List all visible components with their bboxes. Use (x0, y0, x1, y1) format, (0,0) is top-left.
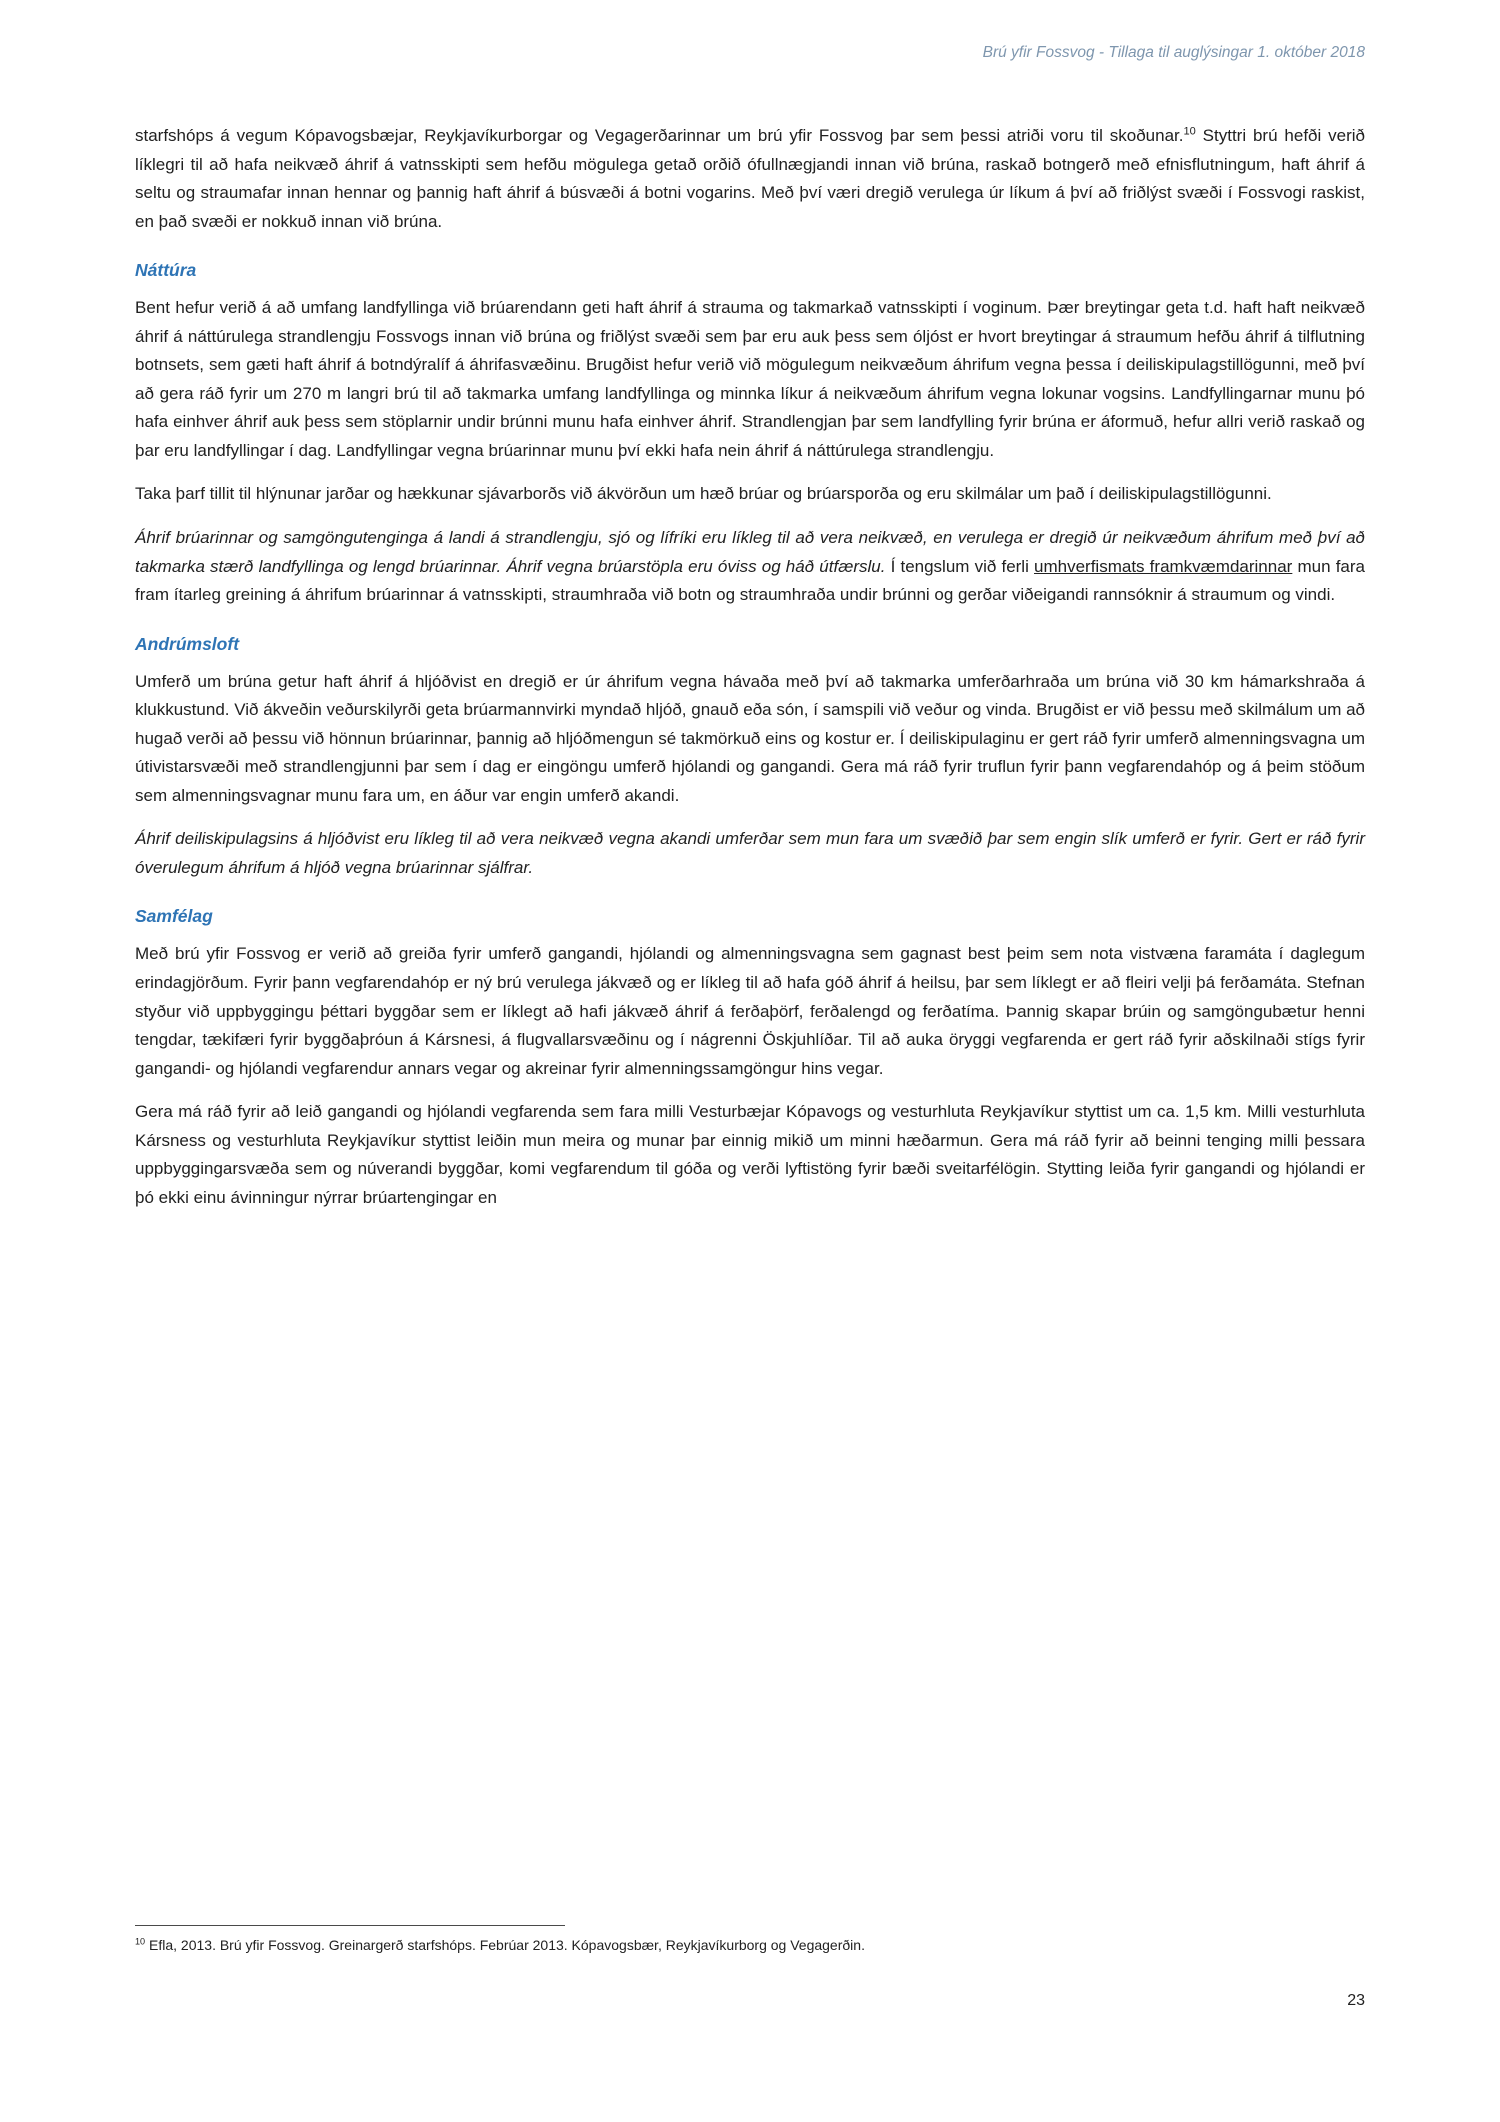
footnote (135, 1935, 1365, 1956)
footnote-number: 10 (135, 1936, 146, 1947)
footnote-area (135, 1925, 1365, 1956)
text-run: mun fara fram ítarleg greining á áhrifum brúarinnar á vatnsskipti, straumhraða við botn og straumhraða undir brúnni og gerðar viðeigandi rannsóknir á straumum og vindi. (135, 556, 1366, 605)
paragraph-nattura-1: Bent hefur verið á að umfang landfyllinga við brúarendann geti haft áhrif á strauma og takmarkað vatnsskipti í voginum. Þær breytingar geta t.d. haft haft neikvæð áhrif á náttúrulega strandlengju Fossvogs innan við brúna og friðlýst svæði sem þar eru auk þess sem óljóst er hvort breytingar á straumum hefðu áhrif á tilflutning botnsets, sem gæti haft áhrif á botndýralíf á áhrifasvæðinu. Brugðist hefur verið við mögulegum neikvæðum áhrifum vegna þessa í deiliskipulagstillögunni, með því að gera ráð fyrir um 270 m langri brú til að takmarka umfang landfyllinga og minnka líkur á neikvæðum áhrifum vegna lokunar vogsins. Landfyllingarnar munu þó hafa einhver áhrif auk þess sem stöplarnir undir brúnni munu hafa einhver áhrif. Strandlengjan þar sem landfylling fyrir brúna er áformuð, hefur allri verið raskað og þar eru landfyllingar í dag. Landfyllingar vegna brúarinnar munu því ekki hafa nein áhrif á náttúrulega strandlengju. (135, 298, 1365, 460)
heading-nattura: Náttúra (135, 260, 197, 281)
text-run: Í tengslum við ferli (885, 556, 1035, 576)
page-number: 23 (1347, 1992, 1365, 2009)
text-run-underline: umhverfismats framkvæmdarinnar (1034, 556, 1293, 576)
paragraph-andrumsloft-assessment: Áhrif deiliskipulagsins á hljóðvist eru líkleg til að vera neikvæð vegna akandi umferðar sem mun fara um svæðið þar sem engin slík umferð er fyrir. Gert er ráð fyrir óverulegum áhrifum á hljóð vegna brúarinnar sjálfrar. (135, 829, 1365, 877)
page-header (135, 44, 1365, 62)
footnote-text: Efla, 2013. Brú yfir Fossvog. Greinargerð starfshóps. Febrúar 2013. Kópavogsbær, Reykjavíkurborg og Vegagerðin. (145, 1937, 865, 1953)
footnote-separator (135, 1925, 565, 1926)
paragraph-samfelag-1: Með brú yfir Fossvog er verið að greiða fyrir umferð gangandi, hjólandi og almenningsvagna sem gagnast best þeim sem nota vistvæna faramáta í daglegum erindagjörðum. Fyrir þann vegfarendahóp er ný brú verulega jákvæð og er líkleg til að hafa góð áhrif á heilsu, þar sem líklegt er að fleiri velji þá ferðamáta. Stefnan styður við uppbyggingu þéttari byggðar sem er líklegt að hafi jákvæð áhrif á ferðaþörf, ferðalengd og ferðatíma. Þannig skapar brúin og samgöngubætur henni tengdar, tækifæri fyrir byggðaþróun á Kársnesi, á flugvallarsvæðinu og í nágrenni Öskjuhlíðar. Til að auka öryggi vegfarenda er gert ráð fyrir aðskilnaði stígs fyrir gangandi- og hjólandi vegfarendur annars vegar og akreinar fyrir almenningssamgöngur hins vegar. (135, 944, 1365, 1078)
document-body (135, 122, 1365, 1227)
text-run: Styttri brú hefði verið líklegri til að hafa neikvæð áhrif á vatnsskipti sem hefðu mögulega getað orðið ófullnægjandi innan við brúna, raskað botngerð með efnisflutningum, haft áhrif á seltu og straumafar innan hennar og þannig haft áhrif á búsvæði á botni vogarins. Með því væri dregið verulega úr líkum á því að friðlýst svæði í Fossvogi raskist, en það svæði er nokkuð innan við brúna. (135, 126, 1366, 231)
paragraph-nattura-2: Taka þarf tillit til hlýnunar jarðar og hækkunar sjávarborðs við ákvörðun um hæð brúar og brúarsporða og eru skilmálar um það í deiliskipulagstillögunni. (135, 484, 1272, 504)
paragraph-andrumsloft-1: Umferð um brúna getur haft áhrif á hljóðvist en dregið er úr áhrifum vegna hávaða með því að takmarka umferðarhraða um brúna við 30 km hámarkshraða á klukkustund. Við ákveðin veðurskilyrði geta brúarmannvirki myndað hljóð, gnauð eða són, í samspili við veður og vinda. Brugðist er við þessu með skilmálum um að hugað verði að þessu við hönnun brúarinnar, þannig að hljóðmengun sé takmörkuð eins og kostur er. Í deiliskipulaginu er gert ráð fyrir umferð almenningsvagna um útivistarsvæði með strandlengjunni þar sem í dag er eingöngu umferð hjólandi og gangandi. Gera má ráð fyrir truflun fyrir þann vegfarendahóp og á þeim stöðum sem almenningsvagnar munu fara um, en áður var engin umferð akandi. (135, 671, 1365, 805)
paragraph-nattura-assessment (135, 524, 1365, 610)
heading-samfelag: Samfélag (135, 906, 213, 927)
footnote-reference: 10 (1183, 125, 1196, 138)
paragraph-intro (135, 122, 1365, 236)
text-run-italic: Áhrif brúarinnar og samgöngutenginga á landi á strandlengju, sjó og lífríki eru líkleg til að vera neikvæð, en verulega er dregið úr neikvæðum áhrifum með því að takmarka stærð landfyllinga og lengd brúarinnar. Áhrif vegna brúarstöpla eru óviss og háð útfærslu. (135, 528, 1365, 576)
heading-andrumsloft: Andrúmsloft (135, 633, 240, 654)
paragraph-samfelag-2: Gera má ráð fyrir að leið gangandi og hjólandi vegfarenda sem fara milli Vesturbæjar Kópavogs og vesturhluta Reykjavíkur styttist um ca. 1,5 km. Milli vesturhluta Kársness og vesturhluta Reykjavíkur styttist leiðin mun meira og munar þar einnig mikið um minni hæðarmun. Gera má ráð fyrir að beinni tenging milli þessara uppbyggingarsvæða sem og núverandi byggðar, komi vegfarendum til góða og verði lyftistöng fyrir bæði sveitarfélögin. Stytting leiða fyrir gangandi og hjólandi er þó ekki einu ávinningur nýrrar brúartengingar en (135, 1102, 1365, 1207)
text-run: starfshóps á vegum Kópavogsbæjar, Reykjavíkurborgar og Vegagerðarinnar um brú yfir Fossvog þar sem þessi atriði voru til skoðunar. (135, 126, 1184, 145)
header-title: Brú yfir Fossvog - Tillaga til auglýsingar 1. október 2018 (982, 44, 1365, 61)
